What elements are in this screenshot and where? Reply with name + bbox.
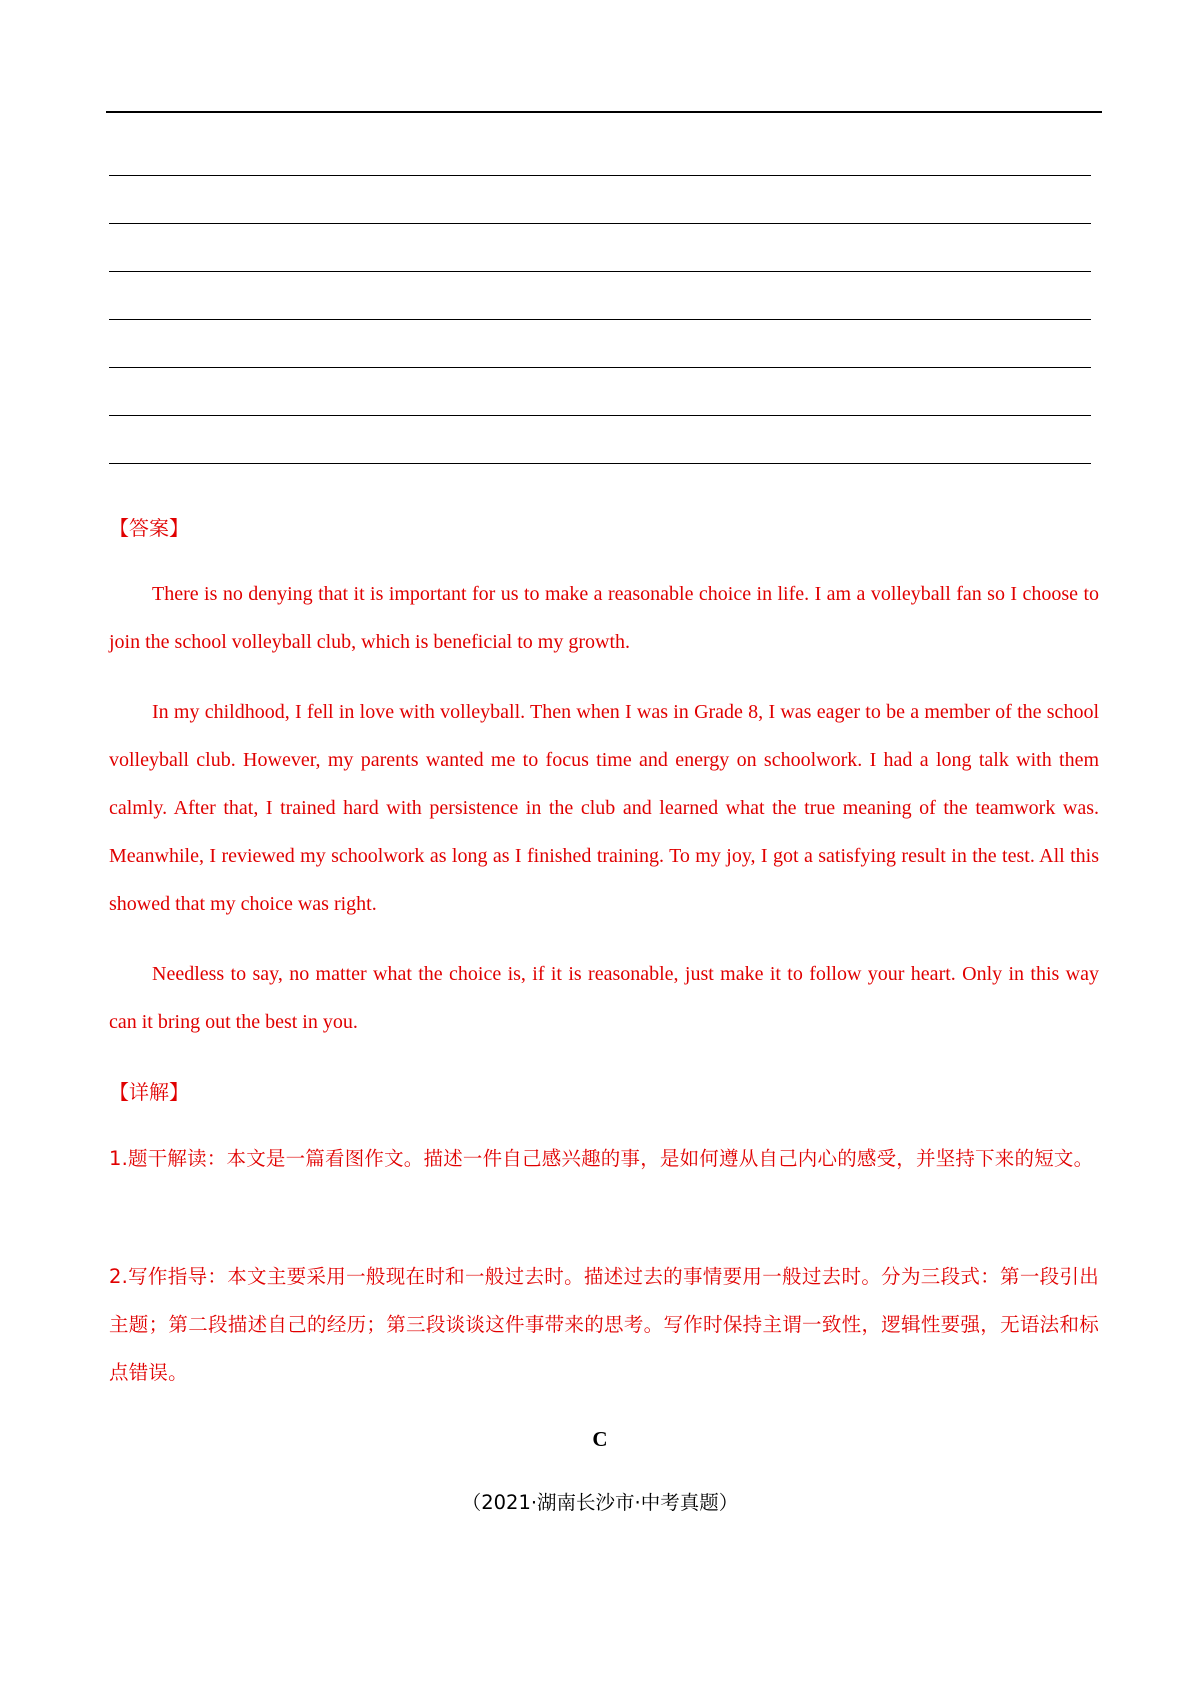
- detail-point-2: 2.写作指导：本文主要采用一般现在时和一般过去时。描述过去的事情要用一般过去时。分为三段式：第一段引出主题；第二段描述自己的经历；第三段谈谈这件事带来的思考。写作时保持主谓一致性，逻辑性要强，无语法和标点错误。: [109, 1265, 1099, 1384]
- answer-paragraph-1: There is no denying that it is important for us to make a reasonable choice in life. I am a volleyball fan so I choose to join the school volleyball club, which is beneficial to my growth.: [109, 583, 1099, 653]
- top-divider: [106, 111, 1102, 113]
- answer-label: 【答案】: [109, 516, 189, 540]
- section-letter: C: [592, 1427, 608, 1451]
- answer-paragraph-3: Needless to say, no matter what the choice is, if it is reasonable, just make it to follow your heart. Only in this way can it bring out the best in you.: [109, 963, 1099, 1033]
- writing-line: [109, 175, 1091, 176]
- writing-line: [109, 319, 1091, 320]
- detail-point-1: 1.题干解读：本文是一篇看图作文。描述一件自己感兴趣的事，是如何遵从自己内心的感受，并坚持下来的短文。: [109, 1147, 1094, 1170]
- writing-line: [109, 223, 1091, 224]
- question-source: （2021·湖南长沙市·中考真题）: [461, 1491, 739, 1514]
- writing-line: [109, 271, 1091, 272]
- writing-line: [109, 463, 1091, 464]
- answer-paragraph-2: In my childhood, I fell in love with volleyball. Then when I was in Grade 8, I was eager to be a member of the school volleyball club. However, my parents wanted me to focus time and energy on schoolwork. I had a long talk with them calmly. After that, I trained hard with persistence in the club and learned what the true meaning of the teamwork was. Meanwhile, I reviewed my schoolwork as long as I finished training. To my joy, I got a satisfying result in the test. All this showed that my choice was right.: [109, 701, 1099, 915]
- writing-line: [109, 367, 1091, 368]
- detail-label: 【详解】: [109, 1080, 189, 1104]
- writing-line: [109, 415, 1091, 416]
